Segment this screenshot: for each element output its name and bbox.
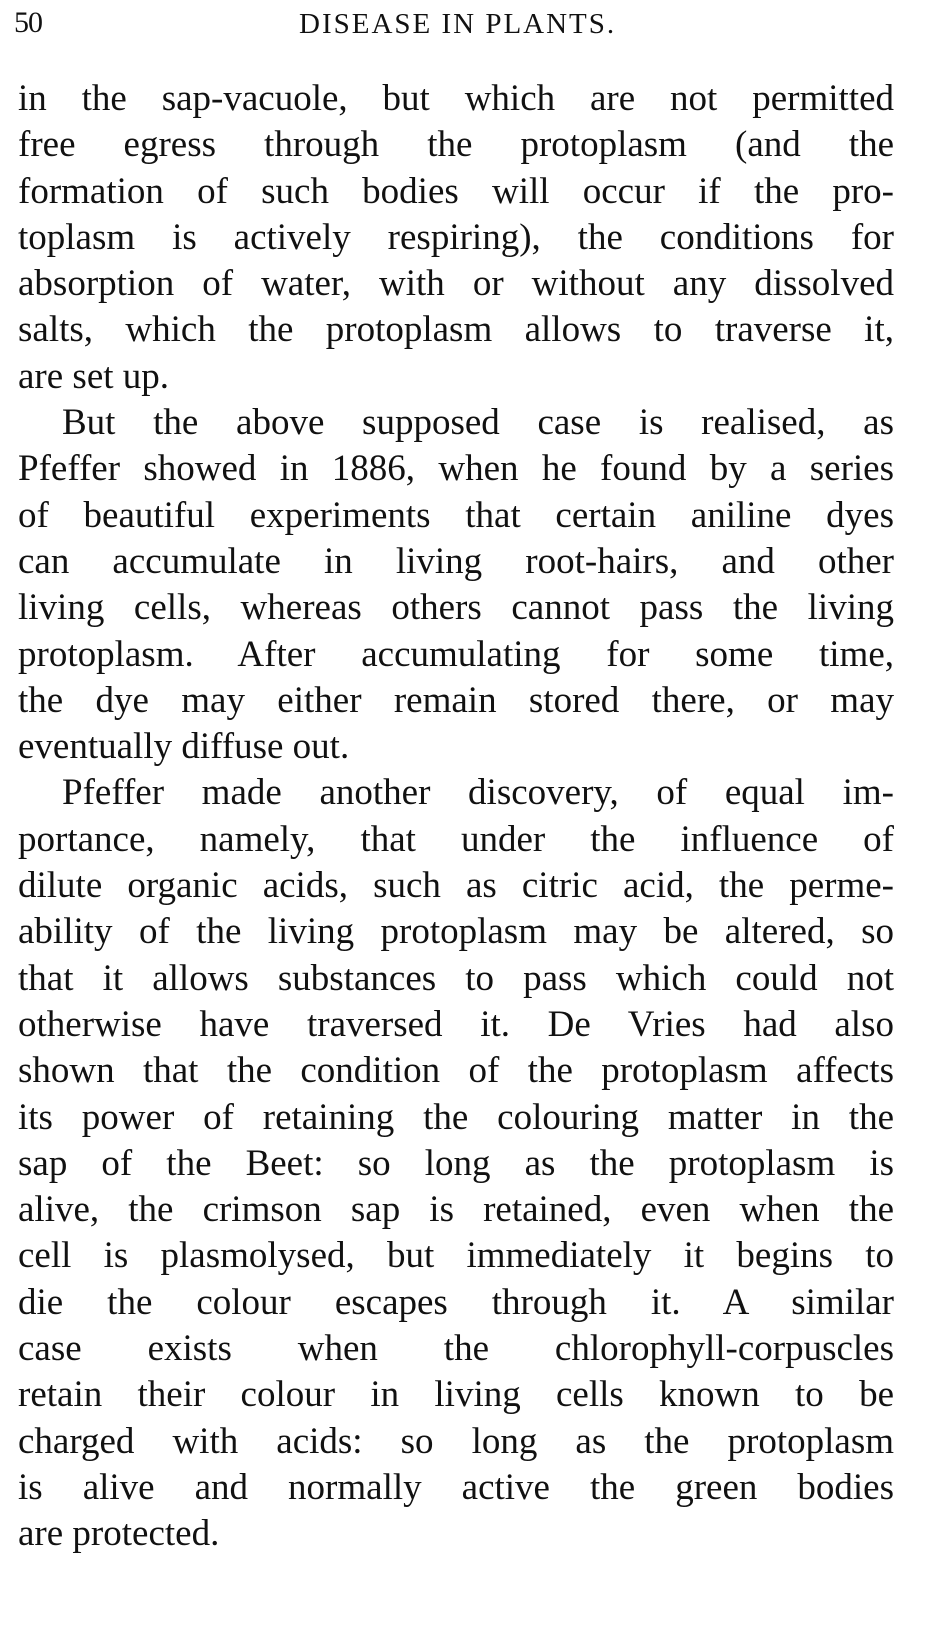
text-line: free egress through the protoplasm (and the (18, 124, 894, 166)
text-line: otherwise have traversed it. De Vries had also (18, 1003, 894, 1045)
text-line: sap of the Beet: so long as the protoplasm is (18, 1142, 894, 1184)
text-line: But the above supposed case is realised, as (62, 402, 894, 444)
running-title: DISEASE IN PLANTS. (299, 8, 617, 40)
text-line: that it allows substances to pass which could not (18, 957, 894, 999)
body-text (18, 76, 894, 1558)
text-line: eventually diffuse out. (18, 726, 350, 768)
text-line: die the colour escapes through it. A similar (18, 1281, 894, 1323)
running-head (14, 4, 894, 48)
text-line: charged with acids: so long as the protoplasm (18, 1420, 894, 1462)
text-line: the dye may either remain stored there, or may (18, 679, 894, 721)
text-line: case exists when the chlorophyll-corpuscles (18, 1328, 894, 1370)
text-line: alive, the crimson sap is retained, even when the (18, 1189, 894, 1231)
text-line: of beautiful experiments that certain aniline dyes (18, 494, 894, 536)
text-line: formation of such bodies will occur if the pro- (18, 170, 894, 212)
text-line: protoplasm. After accumulating for some time, (18, 633, 894, 675)
text-line: can accumulate in living root-hairs, and other (18, 540, 894, 582)
text-line: is alive and normally active the green bodies (18, 1466, 894, 1508)
text-line: toplasm is actively respiring), the conditions for (18, 216, 894, 258)
text-line: are protected. (18, 1513, 220, 1555)
paragraph-3 (18, 770, 894, 1557)
page-number: 50 (14, 6, 42, 39)
text-line: its power of retaining the colouring matter in the (18, 1096, 894, 1138)
text-line: shown that the condition of the protoplasm affects (18, 1050, 894, 1092)
text-line: living cells, whereas others cannot pass the living (18, 587, 894, 629)
text-line: cell is plasmolysed, but immediately it begins to (18, 1235, 894, 1277)
text-line: in the sap-vacuole, but which are not permitted (18, 78, 894, 119)
paragraph-2 (18, 400, 894, 770)
text-line: are set up. (18, 355, 170, 397)
text-line: salts, which the protoplasm allows to traverse it, (18, 309, 894, 351)
text-line: retain their colour in living cells known to be (18, 1374, 894, 1416)
text-line: portance, namely, that under the influence of (18, 818, 894, 860)
text-line: ability of the living protoplasm may be altered, so (18, 911, 894, 953)
paragraph-1 (18, 76, 894, 400)
text-line: Pfeffer made another discovery, of equal im- (62, 772, 894, 814)
text-line: absorption of water, with or without any dissolved (18, 263, 894, 305)
text-line: dilute organic acids, such as citric acid, the perme- (18, 865, 894, 907)
text-line: Pfeffer showed in 1886, when he found by a series (18, 448, 894, 490)
